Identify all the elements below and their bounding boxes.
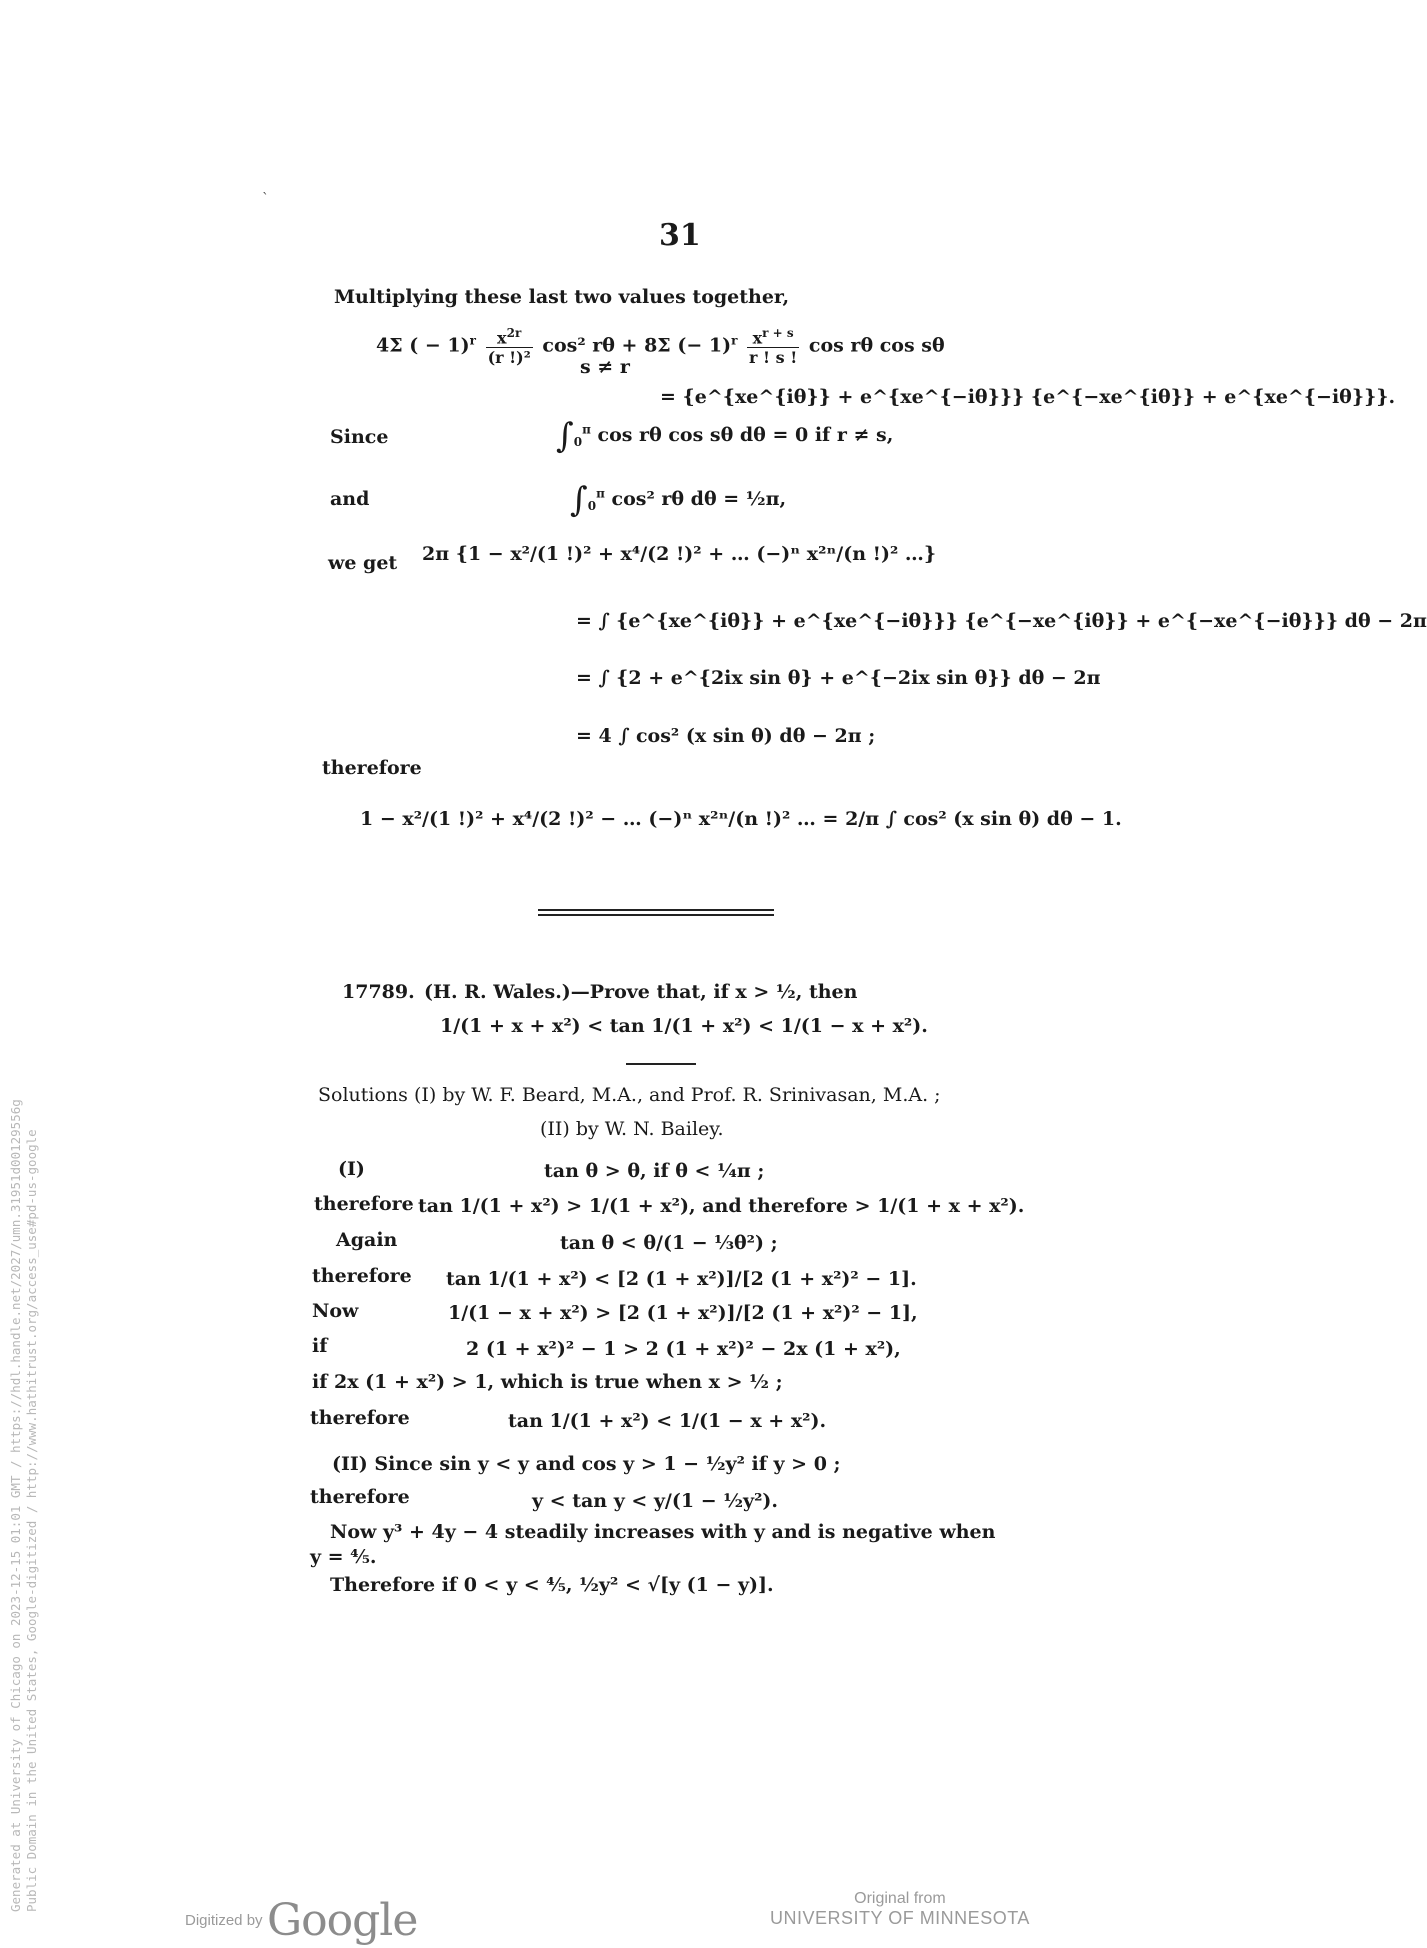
solution-line-5-eq: 1/(1 − x + x²) > [2 (1 + x²)]/[2 (1 + x²)² − 1], bbox=[448, 1302, 918, 1324]
integral-sign: ∫ bbox=[556, 416, 574, 456]
problem-inequality: 1/(1 + x + x²) < tan 1/(1 + x²) < 1/(1 − x + x²). bbox=[440, 1015, 928, 1037]
solutions-credit-line-1: Solutions (I) by W. F. Beard, M.A., and Prof. R. Srinivasan, M.A. ; bbox=[318, 1084, 941, 1106]
watermark-line-2: Public Domain in the United States, Google-digitized / http://www.hathitrust.org/access_use#pd-us-google bbox=[24, 1129, 39, 1912]
short-rule bbox=[626, 1063, 696, 1065]
solution-line-4-eq: tan 1/(1 + x²) < [2 (1 + x²)]/[2 (1 + x²)² − 1]. bbox=[446, 1268, 917, 1290]
digitized-by-google bbox=[185, 1895, 417, 1946]
solution-line-5-label: Now bbox=[312, 1300, 359, 1322]
original-from bbox=[770, 1890, 1030, 1929]
solution-line-8-label: therefore bbox=[310, 1407, 410, 1429]
watermark-line-1: Generated at University of Chicago on 2023-12-15 01:01 GMT / https://hdl.handle.net/2027/umn.31951d00129556g bbox=[8, 1099, 23, 1912]
solution-line-8-eq: tan 1/(1 + x²) < 1/(1 − x + x²). bbox=[508, 1410, 827, 1432]
solutions-credit-line-2: (II) by W. N. Bailey. bbox=[540, 1118, 724, 1140]
and-equation: $\int_0^\pi$ cos² rθ dθ = ½π, bbox=[570, 480, 787, 520]
section-separator bbox=[538, 909, 774, 916]
solution-line-1-label: (I) bbox=[338, 1158, 365, 1180]
problem-number: 17789. bbox=[342, 981, 415, 1003]
solution-line-3-label: Again bbox=[336, 1229, 398, 1251]
digitized-by-text: Digitized by bbox=[185, 1912, 263, 1929]
solution-ii-line-4: y = ⅘. bbox=[310, 1546, 377, 1568]
solution-line-6-label: if bbox=[312, 1335, 328, 1357]
problem-statement: (H. R. Wales.)—Prove that, if x > ½, then bbox=[424, 981, 858, 1003]
eq1-fraction-1: $\frac{x^{2r}}{\text{(r !)²}}$ bbox=[487, 326, 531, 368]
scan-mark: ` bbox=[262, 191, 269, 207]
and-label: and bbox=[330, 488, 370, 510]
solution-ii-line-2-eq: y < tan y < y/(1 − ½y²). bbox=[532, 1490, 779, 1512]
institution-name: UNIVERSITY OF MINNESOTA bbox=[770, 1908, 1030, 1928]
google-logo: Google bbox=[267, 1895, 418, 1946]
final-equation: 1 − x²/(1 !)² + x⁴/(2 !)² − … (−)ⁿ x²ⁿ/(n !)² … = 2/π ∫ cos² (x sin θ) dθ − 1. bbox=[360, 808, 1122, 830]
and-integrand: cos² rθ dθ = ½π, bbox=[611, 488, 787, 510]
solution-line-4-label: therefore bbox=[312, 1265, 412, 1287]
integral-sign: ∫ bbox=[570, 480, 588, 520]
since-label: Since bbox=[330, 426, 389, 448]
eq1-sum-2: cos² rθ + 8Σ (− 1) bbox=[542, 334, 732, 357]
eq1-sum-1: 4Σ ( − 1) bbox=[376, 334, 470, 357]
eq1-fraction-2: $\frac{x^{r + s}}{r ! s !}$ bbox=[749, 326, 798, 368]
solution-ii-line-1: (II) Since sin y < y and cos y > 1 − ½y² if y > 0 ; bbox=[332, 1453, 841, 1475]
original-from-text: Original from bbox=[854, 1890, 946, 1907]
solution-line-3-eq: tan θ < θ/(1 − ⅓θ²) ; bbox=[560, 1232, 778, 1254]
derivation-line-3: = ∫ {2 + e^{2ix sin θ} + e^{−2ix sin θ}} dθ − 2π bbox=[576, 667, 1101, 689]
derivation-line-4: = 4 ∫ cos² (x sin θ) dθ − 2π ; bbox=[576, 725, 876, 747]
solution-line-2-eq: tan 1/(1 + x²) > 1/(1 + x²), and therefore > 1/(1 + x + x²). bbox=[418, 1195, 1025, 1217]
solution-ii-line-5: Therefore if 0 < y < ⅘, ½y² < √[y (1 − y)]. bbox=[330, 1574, 774, 1596]
solution-line-7: if 2x (1 + x²) > 1, which is true when x > ½ ; bbox=[312, 1371, 783, 1393]
since-integrand: cos rθ cos sθ dθ = 0 if r ≠ s, bbox=[597, 424, 894, 446]
derivation-line-2: = ∫ {e^{xe^{iθ}} + e^{xe^{−iθ}}} {e^{−xe^{iθ}} + e^{−xe^{−iθ}}} dθ − 2π bbox=[576, 610, 1427, 632]
equation-1-rhs: = {e^{xe^{iθ}} + e^{xe^{−iθ}}} {e^{−xe^{iθ}} + e^{xe^{−iθ}}}. bbox=[660, 386, 1396, 408]
eq1-cos-product: cos rθ cos sθ bbox=[808, 334, 945, 357]
we-get-label: we get bbox=[328, 552, 398, 574]
page-number: 31 bbox=[659, 218, 701, 253]
solution-line-6-eq: 2 (1 + x²)² − 1 > 2 (1 + x²)² − 2x (1 + x²), bbox=[466, 1338, 901, 1360]
solution-ii-line-2-label: therefore bbox=[310, 1486, 410, 1508]
solution-line-2-label: therefore bbox=[314, 1193, 414, 1215]
solution-line-1-eq: tan θ > θ, if θ < ¼π ; bbox=[544, 1160, 765, 1182]
we-get-equation: 2π {1 − x²/(1 !)² + x⁴/(2 !)² + … (−)ⁿ x²ⁿ/(n !)² …} bbox=[422, 543, 937, 565]
equation-1-condition: s ≠ r bbox=[580, 356, 630, 378]
equation-1-lhs: 4Σ ( − 1)$^r$ $\frac{x^{2r}}{\text{(r !)²}}$ cos² rθ + 8Σ (− 1)$^r$ $\frac{x^{r + s}}{r ! s !}$ cos rθ cos sθ bbox=[376, 326, 945, 368]
hathitrust-watermark bbox=[0, 980, 40, 1920]
therefore-label: therefore bbox=[322, 757, 422, 779]
solution-ii-line-3: Now y³ + 4y − 4 steadily increases with y and is negative when bbox=[330, 1521, 996, 1543]
intro-text: Multiplying these last two values together, bbox=[334, 286, 790, 308]
since-equation: $\int_0^\pi$ cos rθ cos sθ dθ = 0 if r ≠ s, bbox=[556, 416, 894, 456]
